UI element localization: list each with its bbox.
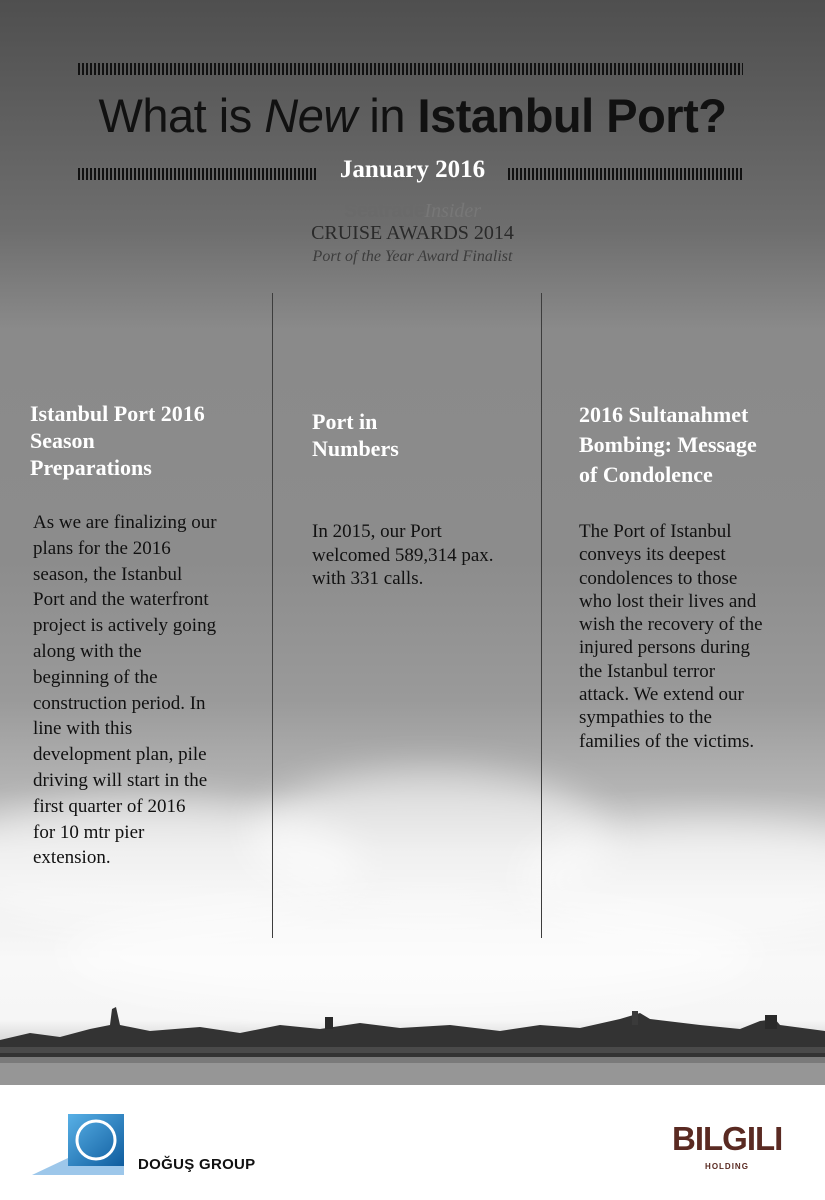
bilgili-holding-text: HOLDING bbox=[705, 1162, 749, 1171]
top-rule bbox=[78, 63, 743, 75]
date-rule-right bbox=[508, 168, 743, 180]
dogus-group-name: DOĞUŞ GROUP bbox=[138, 1156, 256, 1173]
column-heading-condolence: 2016 Sultanahmet Bombing: Message of Condolence bbox=[579, 402, 757, 487]
award-subtitle: Port of the Year Award Finalist bbox=[312, 248, 513, 265]
award-brand: SeatradeInsider bbox=[343, 200, 482, 222]
column-body-numbers: In 2015, our Port welcomed 589,314 pax. with 331 calls. bbox=[312, 521, 494, 589]
dogus-logo-icon bbox=[32, 1112, 132, 1177]
city-skyline-image bbox=[0, 995, 825, 1085]
column-divider-right bbox=[541, 293, 542, 938]
column-body-condolence: The Port of Istanbul conveys its deepest condolences to those who lost their lives and wish the recovery of the injured persons during the Istanbul terror attack. We extend our sympathies to the families of the victims. bbox=[579, 521, 763, 752]
issue-date: January 2016 bbox=[339, 156, 486, 183]
bilgili-logo-text: BILGILI bbox=[672, 1120, 783, 1157]
column-body-season: As we are finalizing our plans for the 2016 season, the Istanbul Port and the waterfront project is actively going along with the beginning of the construction period. In line with this development plan, pile driving will start in the first quarter of 2016 for 10 mtr pier extension. bbox=[33, 512, 217, 869]
column-divider-left bbox=[272, 293, 273, 938]
column-heading-season: Istanbul Port 2016 Season Preparations bbox=[30, 401, 205, 480]
page-title: What is New in Istanbul Port? bbox=[98, 89, 727, 142]
column-heading-numbers: Port in Numbers bbox=[312, 409, 399, 461]
award-title: CRUISE AWARDS 2014 bbox=[311, 222, 514, 244]
